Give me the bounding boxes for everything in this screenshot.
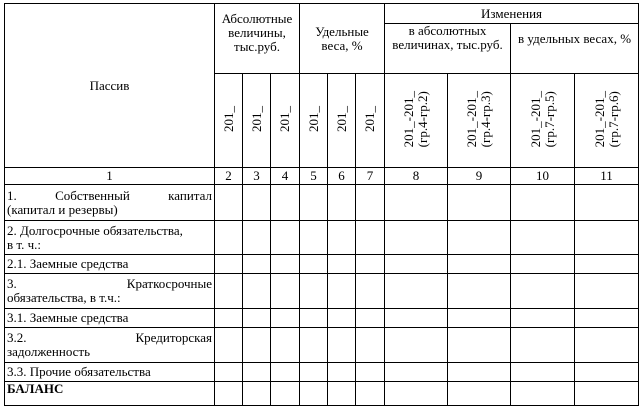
row-label-balance: БАЛАНС bbox=[5, 382, 215, 406]
table-row bbox=[5, 309, 639, 328]
change-col-9: 201_-201_ (гр.4-гр.3) bbox=[448, 74, 511, 168]
table-row bbox=[5, 274, 639, 309]
col-number: 9 bbox=[448, 168, 511, 185]
row-label-equity: 1. Собственный капитал (капитал и резервы) bbox=[5, 185, 215, 221]
col-number: 11 bbox=[575, 168, 639, 185]
table-row bbox=[5, 185, 639, 221]
row-label-long-term-loans: 2.1. Заемные средства bbox=[5, 255, 215, 274]
col-number: 8 bbox=[385, 168, 448, 185]
row-label-short-term: 3. Краткосрочные обязательства, в т.ч.: bbox=[5, 274, 215, 309]
table-row bbox=[5, 328, 639, 363]
header-changes: Изменения bbox=[385, 4, 639, 24]
row-label-payables: 3.2. Кредиторская задолженность bbox=[5, 328, 215, 363]
change-col-11: 201_-201_ (гр.7-гр.6) bbox=[575, 74, 639, 168]
row-label-long-term: 2. Долгосрочные обязательства, в т. ч.: bbox=[5, 221, 215, 255]
col-number: 7 bbox=[356, 168, 385, 185]
change-col-10: 201_-201_ (гр.7-гр.5) bbox=[511, 74, 575, 168]
table-row bbox=[5, 382, 639, 406]
row-label-short-term-loans: 3.1. Заемные средства bbox=[5, 309, 215, 328]
col-number: 1 bbox=[5, 168, 215, 185]
passive-analysis-table bbox=[4, 3, 639, 406]
row-label-other: 3.3. Прочие обязательства bbox=[5, 363, 215, 382]
year-col-3: 201_ bbox=[243, 74, 271, 168]
header-passive: Пассив bbox=[5, 4, 215, 168]
col-number: 6 bbox=[328, 168, 356, 185]
header-changes-absolute: в абсолютных величинах, тыс.руб. bbox=[385, 24, 511, 74]
year-col-4: 201_ bbox=[271, 74, 300, 168]
col-number: 4 bbox=[271, 168, 300, 185]
header-specific-weights: Удельные веса, % bbox=[300, 4, 385, 74]
year-col-2: 201_ bbox=[215, 74, 243, 168]
year-col-6: 201_ bbox=[328, 74, 356, 168]
change-col-8: 201_-201_ (гр.4-гр.2) bbox=[385, 74, 448, 168]
year-col-7: 201_ bbox=[356, 74, 385, 168]
header-changes-specific: в удельных весах, % bbox=[511, 24, 639, 74]
col-number: 3 bbox=[243, 168, 271, 185]
col-number: 5 bbox=[300, 168, 328, 185]
table-row bbox=[5, 221, 639, 255]
column-numbers-row bbox=[5, 168, 639, 185]
table-row bbox=[5, 255, 639, 274]
header-absolute-values: Абсолютные величины, тыс.руб. bbox=[215, 4, 300, 74]
col-number: 2 bbox=[215, 168, 243, 185]
col-number: 10 bbox=[511, 168, 575, 185]
year-col-5: 201_ bbox=[300, 74, 328, 168]
table-row bbox=[5, 363, 639, 382]
